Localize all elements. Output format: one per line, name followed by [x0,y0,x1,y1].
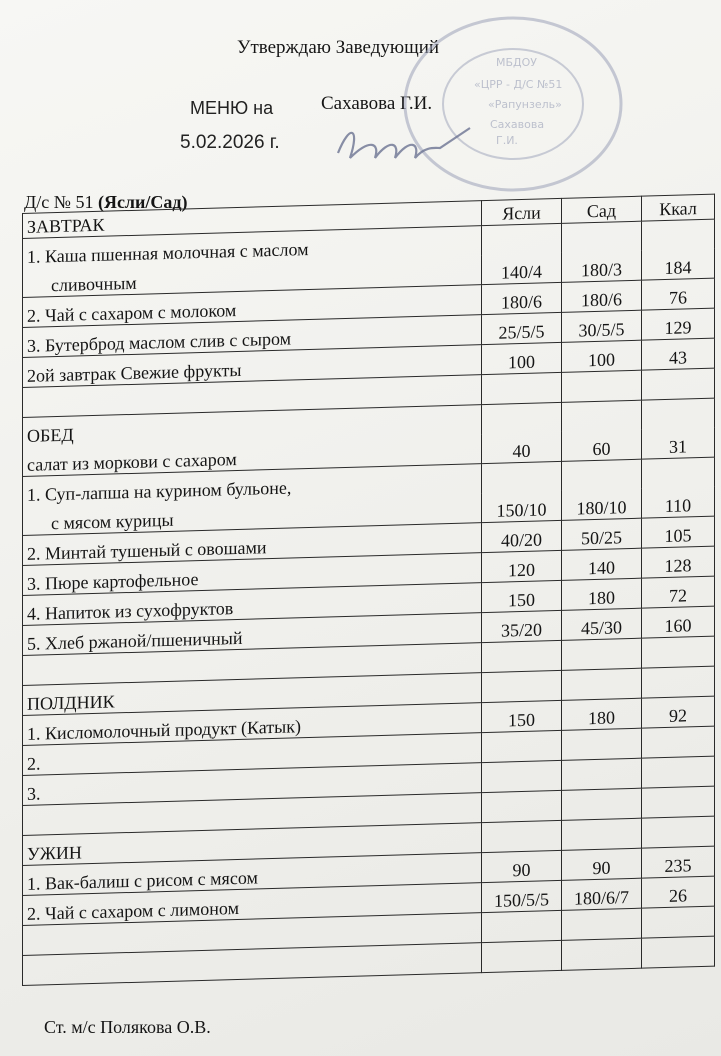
dish-name-cell: УЖИН [23,823,482,866]
nursery-portion-cell [482,640,562,672]
garden-portion-cell [562,758,642,790]
dish-name-cell: 2. Минтай тушеный с овошами [23,523,482,566]
garden-portion-cell [562,938,642,970]
garden-portion-cell: 180/3 [562,251,642,283]
dish-name-cell: 2ой завтрак Свежие фрукты [23,345,482,388]
dish-name-cell: 5. Хлеб ржаной/пшеничный [23,613,482,656]
kcal-cell: 26 [642,876,715,908]
garden-portion-cell [562,668,642,700]
garden-portion-cell [562,459,642,491]
kcal-cell: 72 [642,576,715,608]
kcal-cell [642,786,715,818]
signature [330,118,480,178]
kcal-cell [642,368,715,400]
menu-table [22,194,715,986]
menu-title: МЕНЮ на [190,98,274,118]
dish-name-cell: 1. Суп-лапша на курином бульоне, [23,464,482,506]
nursery-portion-cell: 35/20 [482,610,562,642]
kcal-cell: 105 [642,516,715,548]
garden-portion-cell [562,638,642,670]
nursery-portion-cell: 150/10 [482,491,562,523]
kcal-cell [642,219,715,251]
dish-name-cell: с мясом курицы [23,493,482,535]
garden-portion-cell [562,818,642,850]
nursery-portion-cell [482,910,562,942]
kcal-cell [642,457,715,489]
svg-text:Г.И.: Г.И. [496,134,518,147]
dish-name-cell: 1. Вак-балиш с рисом с мясом [23,853,482,896]
kcal-cell: 43 [642,338,715,370]
garden-portion-cell [562,908,642,940]
dish-name-cell: сливочным [23,255,482,297]
nursery-portion-cell [482,461,562,493]
dish-name-cell: 3. Пюре картофельное [23,553,482,596]
kcal-cell [642,636,715,668]
kcal-cell [642,726,715,758]
nursery-portion-cell: 180/6 [482,282,562,314]
garden-portion-cell: 180/6 [562,280,642,312]
header-section: ЗАВТРАК [23,201,482,239]
svg-text:«ЦРР - Д/С №51: «ЦРР - Д/С №51 [474,78,563,91]
garden-portion-cell: 180 [562,698,642,730]
nursery-portion-cell [482,820,562,852]
kcal-cell: 129 [642,308,715,340]
garden-portion-cell: 140 [562,548,642,580]
nursery-portion-cell: 90 [482,850,562,882]
dish-name-cell: 3. Бутерброд маслом слив с сыром [23,315,482,358]
nursery-portion-cell [482,730,562,762]
garden-portion-cell: 90 [562,848,642,880]
kcal-cell: 31 [642,428,715,460]
nursery-portion-cell [482,790,562,822]
garden-portion-cell [562,788,642,820]
dish-name-cell: 4. Напиток из сухофруктов [23,583,482,626]
dish-name-cell: 1. Кисломолочный продукт (Катык) [23,703,482,746]
header-nursery: Ясли [482,198,562,225]
kcal-cell: 128 [642,546,715,578]
menu-date: 5.02.2026 г. [180,132,280,153]
kcal-cell: 184 [642,249,715,281]
kcal-cell [642,906,715,938]
nursery-portion-cell [482,223,562,255]
svg-text:Сахавова: Сахавова [490,118,545,131]
nursery-portion-cell: 25/5/5 [482,312,562,344]
caption-group: (Ясли/Сад) [97,192,188,212]
kcal-cell [642,398,715,430]
kcal-cell [642,666,715,698]
dish-name-cell: 2. [23,733,482,776]
garden-portion-cell [562,400,642,432]
dish-name-cell: 2. Чай с сахаром с лимоном [23,883,482,926]
approval-line-2: Сахавова Г.И. [321,93,433,114]
nursery-portion-cell [482,402,562,434]
garden-portion-cell: 180/10 [562,489,642,521]
kcal-cell: 235 [642,846,715,878]
nursery-portion-cell: 150/5/5 [482,880,562,912]
nursery-portion-cell: 150 [482,580,562,612]
svg-text:«Рапунзель»: «Рапунзель» [488,98,562,111]
nursery-portion-cell: 150 [482,700,562,732]
nursery-portion-cell: 40 [482,432,562,464]
nurse-signature-line: Ст. м/с Полякова О.В. [44,1017,211,1037]
garden-portion-cell: 30/5/5 [562,310,642,342]
garden-portion-cell: 100 [562,340,642,372]
nursery-portion-cell [482,670,562,702]
dish-name-cell: 1. Каша пшенная молочная с маслом [23,226,482,268]
garden-portion-cell [562,221,642,253]
garden-portion-cell: 180/6/7 [562,878,642,910]
garden-portion-cell: 60 [562,430,642,462]
svg-text:МБДОУ: МБДОУ [496,56,537,69]
header-garden: Сад [562,196,642,223]
header-kcal: Ккал [642,194,715,221]
nursery-portion-cell [482,760,562,792]
dish-name-cell: салат из моркови с сахаром [23,434,482,476]
kcal-cell: 76 [642,278,715,310]
caption-prefix: Д/с № 51 [24,192,98,212]
nursery-portion-cell [482,372,562,404]
kcal-cell: 92 [642,696,715,728]
kcal-cell: 110 [642,487,715,519]
approval-line-1: Утверждаю Заведующий [237,37,440,58]
dish-name-cell: 2. Чай с сахаром с молоком [23,285,482,328]
kcal-cell: 160 [642,606,715,638]
nursery-portion-cell: 140/4 [482,253,562,285]
nursery-portion-cell: 40/20 [482,520,562,552]
nursery-portion-cell: 120 [482,550,562,582]
nursery-portion-cell: 100 [482,342,562,374]
garden-portion-cell: 180 [562,578,642,610]
dish-name-cell: 3. [23,763,482,806]
garden-portion-cell [562,370,642,402]
garden-portion-cell: 45/30 [562,608,642,640]
kcal-cell [642,756,715,788]
garden-portion-cell [562,728,642,760]
dish-name-cell: ПОЛДНИК [23,673,482,716]
nursery-portion-cell [482,940,562,972]
kcal-cell [642,936,715,968]
kcal-cell [642,816,715,848]
garden-portion-cell: 50/25 [562,518,642,550]
dish-name-cell: ОБЕД [23,405,482,447]
